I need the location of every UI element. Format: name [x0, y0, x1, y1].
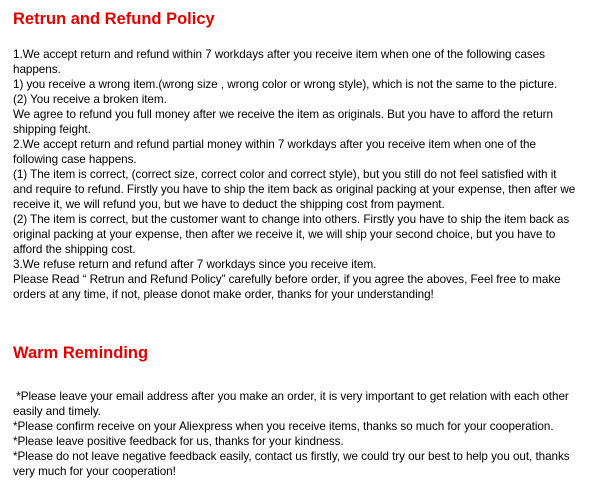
warm-reminding-heading: Warm Reminding	[13, 344, 149, 362]
warm-reminding-body	[13, 389, 605, 479]
refund-policy-body	[13, 47, 605, 302]
reminding-line: easily and timely.	[13, 405, 101, 418]
reminding-line: *Please leave your email address after you make an order, it is very important to get relation with each other	[13, 390, 569, 403]
policy-line: original packing at your expense, then after we receive it, we will ship your second choice, but you have to	[13, 228, 556, 241]
policy-line: 3.We refuse return and refund after 7 workdays since you receive item.	[13, 258, 377, 271]
policy-line: (1) The item is correct, (correct size, correct color and correct style), but you still do not feel satisfied with it	[13, 168, 557, 181]
policy-line: 1.We accept return and refund within 7 workdays after you receive item when one of the following cases	[13, 48, 545, 61]
policy-line: orders at any time, if not, please donot make order, thanks for your understanding!	[13, 288, 434, 301]
policy-line: following case happens.	[13, 153, 137, 166]
policy-line: happens.	[13, 63, 61, 76]
refund-policy-section-header	[13, 9, 605, 29]
policy-line: 1) you receive a wrong item.(wrong size , wrong color or wrong style), which is not the same to the picture.	[13, 78, 558, 91]
reminding-line: *Please do not leave negative feedback easily, contact us firstly, we could try our best to help you out, thanks	[13, 450, 570, 463]
refund-policy-text	[13, 47, 605, 302]
policy-line: receive it, we will refund you, but we have to deduct the shipping cost from payment.	[13, 198, 445, 211]
warm-reminding-section-header	[13, 343, 605, 363]
reminding-line: *Please leave positive feedback for us, thanks for your kindness.	[13, 435, 344, 448]
policy-line: and require to refund. Firstly you have to ship the item back as original packing at your expense, then after we	[13, 183, 576, 196]
reminding-line: *Please confirm receive on your Aliexpress when you receive items, thanks so much for your cooperation.	[13, 420, 554, 433]
policy-line: Please Read “ Retrun and Refund Policy” carefully before order, if you agree the aboves, Feel free to make	[13, 273, 561, 286]
reminding-line: very much for your cooperation!	[13, 465, 176, 478]
policy-line: 2.We accept return and refund partial money within 7 workdays after you receive item when one of the	[13, 138, 536, 151]
policy-line: We agree to refund you full money after we receive the item as originals. But you have to afford the return	[13, 108, 553, 121]
policy-line: afford the shipping cost.	[13, 243, 136, 256]
refund-policy-heading: Retrun and Refund Policy	[13, 10, 215, 28]
warm-reminding-text	[13, 389, 605, 479]
policy-line: (2) You receive a broken item.	[13, 93, 167, 106]
policy-line: (2) The item is correct, but the customer want to change into others. Firstly you have to ship the item back as	[13, 213, 570, 226]
policy-line: shipping feight.	[13, 123, 91, 136]
